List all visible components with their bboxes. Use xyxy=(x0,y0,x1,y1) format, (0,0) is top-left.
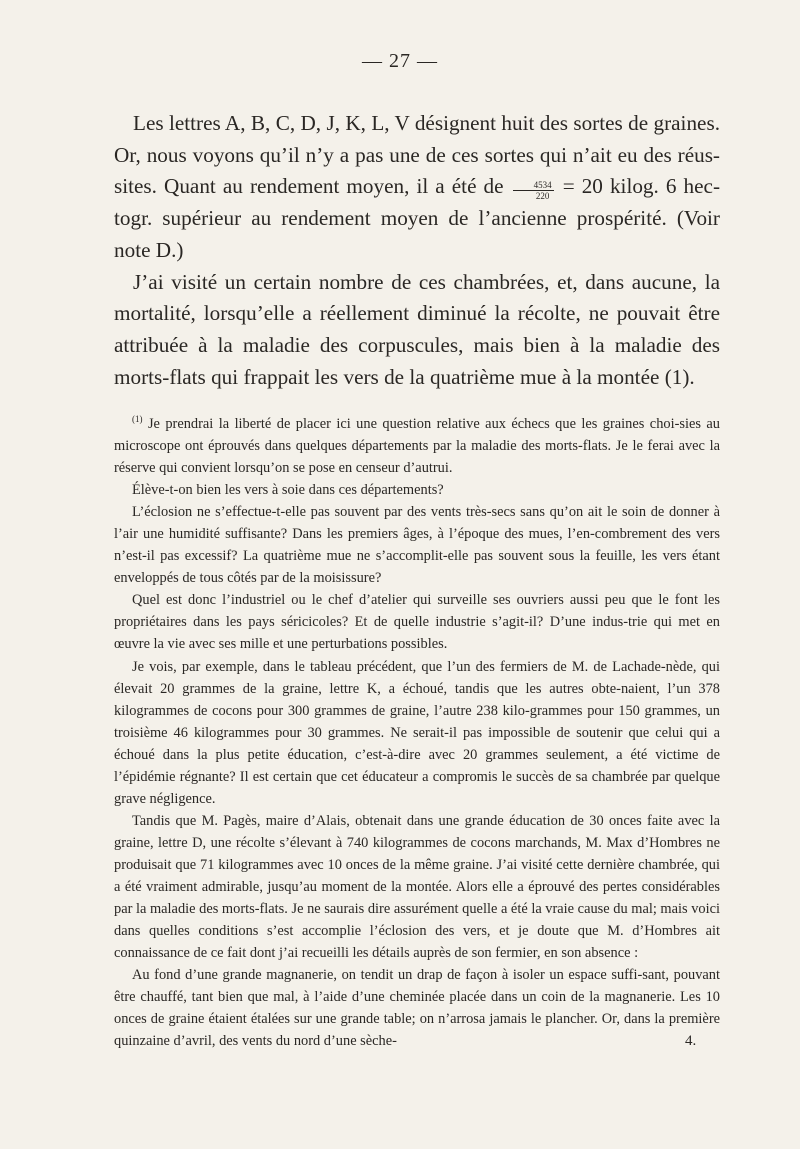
footnote-paragraph: Au fond d’une grande magnanerie, on tendit un drap de façon à isoler un espace suffi-sant, pouvant être chauffé, tant bien que mal, à l’aide d’une cheminée placée dans un coin de la magnanerie. Les 10 onces de graine étaient étalées sur une grande table; on n’arrosa jamais le plancher. Or, dans la première quinzaine d’avril, des vents du nord d’une sèche- xyxy=(114,967,720,1050)
footnote-paragraph: Élève-t-on bien les vers à soie dans ces départements? xyxy=(132,482,444,499)
fraction-denominator: 220 xyxy=(535,191,550,202)
main-text xyxy=(114,108,720,393)
yield-fraction xyxy=(513,180,554,201)
paragraph-2-text: J’ai visité un certain nombre de ces chambrées, et, dans aucune, la mortalité, lorsqu’elle a réellement diminué la récolte, ne pouvait être attribuée à la maladie des corpuscules, mais bien à la maladie des morts-flats qui frappait les vers de la quatrième mue à la montée xyxy=(114,269,720,389)
footnote-paragraph: L’éclosion ne s’effectue-t-elle pas souvent par des vents très-secs sans qu’on ait le soin de donner à l’air une humidité suffisante? Dans les premiers âges, à l’époque des mues, l’en-combrement des vers n’est-il pas excessif? La quatrième mue ne s’accomplit-elle pas souvent sous la feuille, les vers étant enveloppés de tous côtés par de la moisissure? xyxy=(114,504,720,587)
footnote-text: Je prendrai la liberté de placer ici une question relative aux échecs que les graines choi-sies au microscope ont éprouvés dans quelques départements par la maladie des morts-flats. Je le ferai avec la réserve qui convient lorsqu’on se pose en censeur d’autrui. xyxy=(114,416,720,477)
paragraph-1-text: Les lettres A, B, C, D, J, K, L, V désignent huit des sortes de graines. Or, nous voyons qu’il n’y a pas une de ces sortes qui n’ait eu des réus-sites. Quant au rendement moyen, il a été de xyxy=(114,111,720,199)
paragraph-visits xyxy=(114,267,720,394)
footnote-mark: (1) xyxy=(132,414,143,424)
footnote-paragraph: Tandis que M. Pagès, maire d’Alais, obtenait dans une grande éducation de 30 onces faite avec la graine, lettre D, une récolte s’élevant à 740 kilogrammes de cocons marchands, M. Max d’Hombres ne produisait que 71 kilogrammes avec 10 onces de la même graine. J’ai visité cette dernière chambrée, qui a été vraiment admirable, jusqu’au moment de la montée. Alors elle a éprouvé des pertes considérables par la maladie des morts-flats. Je ne saurais dire assurément quelle a été la vraie cause du mal; mais voici dans quelles conditions s’est accomplie l’éclosion des vers, et je doute que M. d’Hombres ait connaissance de ce fait dont j’ai recueilli les détails auprès de son fermier, en son absence : xyxy=(114,812,720,962)
fraction-numerator: 4534 xyxy=(513,180,554,191)
footnote-reference: (1). xyxy=(664,364,695,389)
page-number: — 27 — xyxy=(362,50,438,72)
paragraph-1-continuation: = 20 kilog. 6 hec-togr. supérieur au rendement moyen de l’ancienne prospérité. (Voir note D.) xyxy=(114,174,721,262)
signature-mark: 4. xyxy=(685,1033,697,1049)
footnote-paragraph xyxy=(114,408,720,479)
footnote-paragraph: Quel est donc l’industriel ou le chef d’atelier qui surveille ses ouvriers aussi peu que le font les propriétaires dans les pays séricicoles? Et de quelle industrie s’agit-il? D’une indus-trie qui met en œuvre la vie avec ses mille et une perturbations possibles. xyxy=(114,592,720,653)
footnotes xyxy=(114,408,720,1052)
footnote-paragraph: Je vois, par exemple, dans le tableau précédent, que l’un des fermiers de M. de Lachade-nède, qui élevait 20 grammes de la graine, lettre K, a échoué, tandis que les autres obte-naient, l’un 378 kilogrammes de cocons pour 300 grammes de graine, l’autre 238 kilo-grammes pour 150 grammes, un troisième 46 kilogrammes pour 30 grammes. Ne serait-il pas impossible de soutenir que celui qui a échoué dans la plus petite éducation, c’est-à-dire avec 20 grammes seulement, a été victime de l’épidémie régnante? Il est certain que cet éducateur a compromis le succès de sa chambrée par quelque grave négligence. xyxy=(114,658,720,807)
paragraph-seed-letters xyxy=(114,108,720,267)
